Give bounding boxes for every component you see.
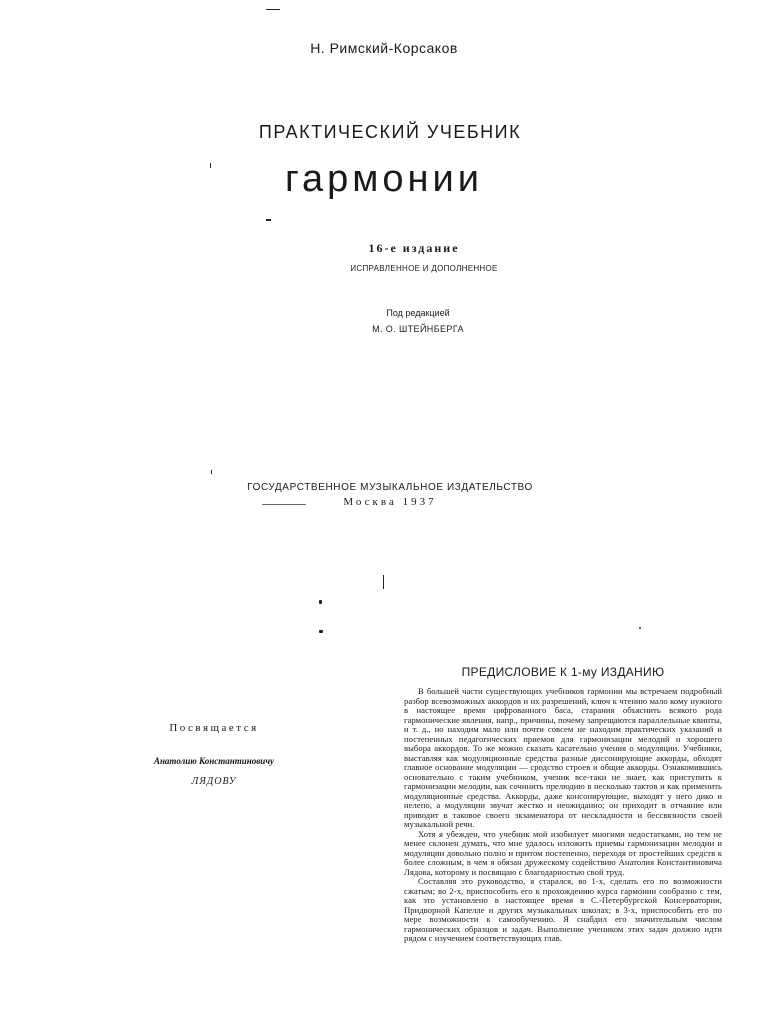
- preface-paragraph: Составляя это руководство, я старался, во 1-х, сделать его по возможности сжатым; во 2-х, приспособить его к прохождению курса гармонии сообразно с тем, как это установлено в настоящее время в С.-Петербургской Консерватории, Придворной Капелле и других музыкальных школах; в 3-х, приспособить его по мере возможности к самообучению. Я снабдил его значительным числом гармонических образцов и задач. Выполнение учеником этих задач должно идти рядом с изучением соответствующих глав.: [404, 876, 722, 943]
- preface-heading: ПРЕДИСЛОВИЕ К 1-му ИЗДАНИЮ: [461, 665, 665, 679]
- editor-name: М. О. ШТЕЙНБЕРГА: [372, 324, 464, 334]
- title-line-1: ПРАКТИЧЕСКИЙ УЧЕБНИК: [258, 122, 522, 142]
- scan-mark-dot-3: [639, 627, 641, 629]
- publisher: ГОСУДАРСТВЕННОЕ МУЗЫКАЛЬНОЕ ИЗДАТЕЛЬСТВО: [247, 482, 533, 493]
- scan-mark-top: [266, 9, 280, 10]
- title-line-2: гармонии: [285, 158, 483, 200]
- editor-label: Под редакцией: [386, 308, 450, 318]
- scan-mark-bar: [383, 575, 384, 589]
- city-year: Москва 1937: [343, 496, 437, 508]
- dedication-name: Анатолию Константиновичу: [153, 756, 275, 766]
- edition-subtitle: ИСПРАВЛЕННОЕ И ДОПОЛНЕННОЕ: [350, 264, 498, 273]
- preface-body: [404, 687, 722, 944]
- edition-label: 16-е издание: [368, 241, 460, 255]
- preface-paragraph: Хотя я убежден, что учебник мой изобилует многими недостатками, но тем не менее склонен думать, что мне удалось изложить приемы гармонизации мелодии и модуляции довольно полно и притом постепенно, переходя от простейших средств к более сложным, в чем я обязан дружескому содействию Анатолия Константиновича Лядова, которому и посвящаю с благодарностью свой труд.: [404, 828, 722, 877]
- author-name: Н. Римский-Корсаков: [310, 40, 458, 56]
- dedication-surname: ЛЯДОВУ: [191, 776, 237, 787]
- scan-mark-dot-2: [319, 630, 323, 633]
- preface-section: [404, 665, 722, 944]
- preface-paragraph: В большей части существующих учебников гармонии мы встречаем подробный разбор всевозможных аккордов и их разрешений, ключ к чтению мало кому нужного в настоящее время цифрованного баса, старания объяснить всякого рода гармонические явления, напр., причины, почему запрещаются параллельные квинты, и т. д., но находим мало или почти совсем не находим практических указаний и постепенных педагогических приемов для гармонизации мелодий и хорошего выбора аккордов. То же можно сказать касательно учения о модуляции. Учебники, выставляя как модуляционные средства разные диссонирующие аккорды, обходят главное основание модуляции — сродство строев и общие аккорды. Ознакомившись основательно с таким учебником, ученик все-таки не знает, как приступить к гармонизации мелодии, как сочинить прелюдию в несколько тактов и как применить модуляционные средства. Аккорды, даже консонирующие, выходят у него дико и нелепо, а модуляции звучат жестко и неожиданно; он приходит в отчаяние или приводит в таковое своего экзаменатора от нескладности и бессвязности своей музыкальной речи.: [404, 686, 722, 829]
- dedication-label: Посвящается: [169, 722, 259, 734]
- scan-mark-mid: [211, 470, 212, 474]
- scan-mark-dot-1: [319, 600, 322, 604]
- scan-mark-dash: [266, 219, 271, 221]
